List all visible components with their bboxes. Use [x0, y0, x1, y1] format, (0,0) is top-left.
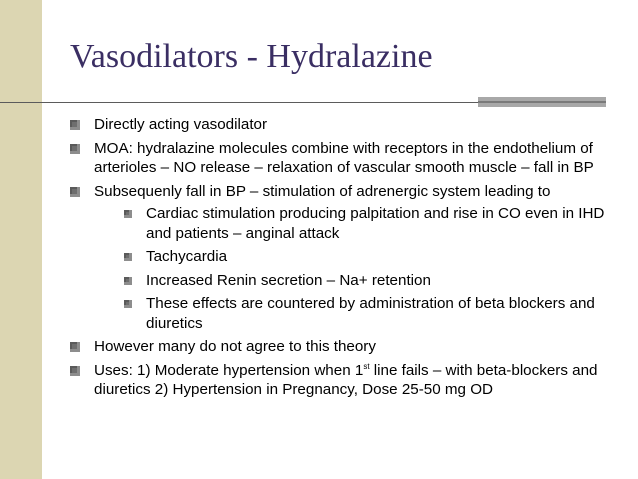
bullet-item [70, 115, 610, 135]
uses-text-prefix: Uses: 1) Moderate hypertension when 1 [94, 361, 364, 379]
sub-bullet-item [120, 247, 610, 267]
bullet-text: However many do not agree to this theory [94, 338, 376, 355]
bullet-text: MOA: hydralazine molecules combine with receptors in the endothelium of arterioles – NO release – relaxation of vascular smooth muscle – fall in BP [94, 139, 594, 176]
square-bullet-icon [70, 342, 80, 352]
sub-bullet-text: Cardiac stimulation producing palpitation and rise in CO even in IHD and patients – anginal attack [146, 205, 605, 242]
sub-bullet-text: These effects are countered by administration of beta blockers and diuretics [146, 295, 595, 332]
title-rule-accent [478, 97, 606, 107]
bullet-item [70, 182, 610, 334]
sub-bullet-text: Increased Renin secretion – Na+ retention [146, 271, 431, 289]
bullet-item [70, 337, 610, 357]
square-bullet-icon [124, 253, 132, 261]
sub-bullet-item [120, 294, 610, 333]
bullet-text: Subsequenly fall in BP – stimulation of adrenergic system leading to [94, 182, 551, 200]
slide-content [70, 115, 610, 404]
bullet-list [70, 115, 610, 400]
sub-bullet-item [120, 271, 610, 291]
square-bullet-icon [124, 210, 132, 218]
bullet-text: Directly acting vasodilator [94, 116, 268, 133]
square-bullet-icon [70, 120, 80, 130]
side-bar [0, 0, 42, 479]
square-bullet-icon [124, 277, 132, 285]
square-bullet-icon [70, 187, 80, 197]
uses-superscript: st [363, 361, 370, 371]
slide-title: Vasodilators - Hydralazine [70, 38, 433, 75]
sub-bullet-item [120, 204, 610, 243]
bullet-item [70, 139, 610, 178]
title-rule [0, 102, 480, 103]
square-bullet-icon [70, 144, 80, 154]
uses-text-suffix: line fails – with beta-blockers and diuretics 2) Hypertension in Pregnancy, Dose 25-50 mg OD [94, 361, 598, 398]
bullet-item-uses [70, 361, 610, 400]
square-bullet-icon [124, 300, 132, 308]
sub-bullet-list [94, 204, 610, 333]
square-bullet-icon [70, 366, 80, 376]
sub-bullet-text: Tachycardia [146, 248, 228, 265]
